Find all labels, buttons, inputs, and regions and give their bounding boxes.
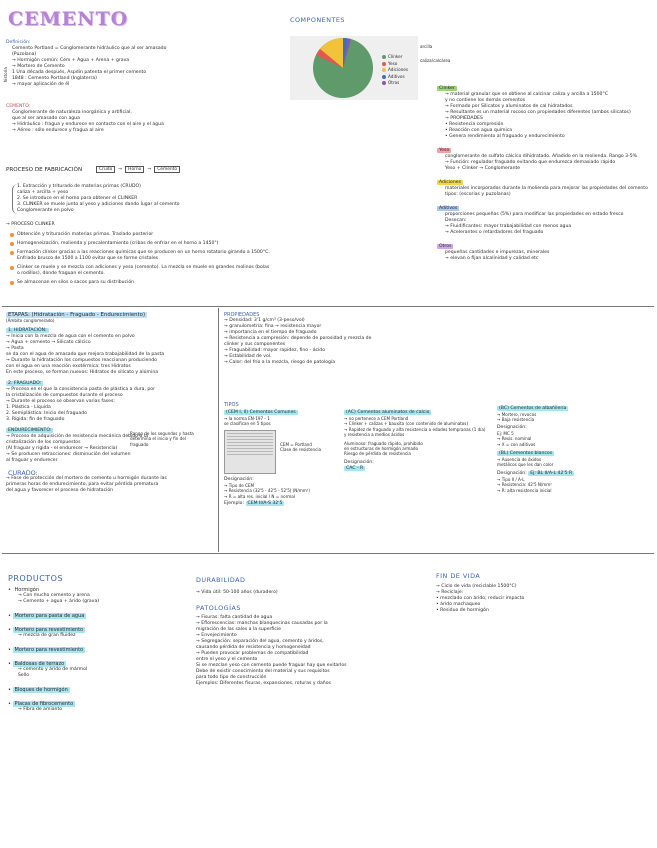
legend-label: Yeso bbox=[388, 60, 398, 66]
legend-label: Clínker bbox=[388, 54, 403, 59]
text-line: Debe de existir conocimiento del material y sus requisitos bbox=[196, 669, 330, 674]
componente-line: Yeso + Clínker → Conglomerante bbox=[445, 166, 521, 171]
componente-head: Yeso bbox=[439, 148, 450, 153]
etapa-line: 2. Semiplástica: Inicio del fraguado bbox=[6, 411, 87, 417]
text-line: → Rapidez de fraguado y alta resistencia a edades tempranas (1 día) bbox=[344, 426, 486, 432]
tipos-col3b-head: (BL) Cementos blancos bbox=[499, 451, 553, 457]
tipos-title: TIPOS bbox=[224, 402, 239, 408]
componente-line: → Formado por Silicatos y aluminatos de cal hidratados bbox=[445, 104, 573, 109]
etapa-line: la cristalización de compuestos durante el proceso bbox=[6, 393, 123, 399]
caliza-label: caliza/calcárea bbox=[420, 58, 451, 63]
text-line: → Envejecimiento bbox=[196, 633, 237, 638]
componente-head: Aditivos bbox=[439, 206, 458, 211]
cemento-label: CEMENTO: bbox=[6, 104, 31, 109]
producto-head: Mortero para pasta de agua bbox=[14, 613, 85, 619]
text-line: → Resis. nominal bbox=[497, 436, 532, 442]
text-line: → Clinker + calizas + bauxita (con contenido de aluminatos) bbox=[344, 421, 469, 427]
componente-line: • Genera rendimiento al fraguado y endurecimiento bbox=[445, 134, 565, 139]
clinker-step-text: Clinker se muele y se mezcla con adiciones y yeso (cemento). La mezcla se muele en grandes molinos (bolas o rodillos), donde fraguan el cemento. bbox=[17, 265, 270, 276]
text-line: se clasifican en 5 tipos bbox=[224, 421, 271, 427]
etapa-line: → Durante la hidratación los compuestos reaccionan produciendo bbox=[6, 358, 157, 364]
productos-title: PRODUCTOS bbox=[8, 574, 64, 583]
tipos-col3-desig-label: Designación: bbox=[497, 424, 527, 430]
producto-head: Hormigón bbox=[14, 587, 39, 593]
componente-line: → PROPIEDADES bbox=[445, 116, 483, 121]
fin-vida-title: FIN DE VIDA bbox=[436, 572, 481, 580]
etapa-line: 3. Rígida: fin de fraguado bbox=[6, 417, 65, 423]
producto-line: → Cemento + agua + árido (grava) bbox=[18, 599, 100, 604]
text-line: Aluminoso: fraguado rápido, prohibido bbox=[344, 440, 423, 446]
text-line: → Resistencia a compresión: depende de porosidad y mezcla de bbox=[224, 336, 372, 341]
text-line: 1 Una década después, Aspdin patenta el primer cemento bbox=[12, 70, 147, 75]
etapa-line: → Agua + cemento → Silicato cálcico bbox=[6, 340, 91, 346]
componente-note bbox=[437, 86, 652, 140]
text-line: → Tipo de CEM bbox=[224, 482, 255, 488]
text-line: que al ser amasado con agua bbox=[12, 116, 80, 121]
text-line: → Aéreo : sólo endurece y fragua al aire bbox=[12, 128, 104, 133]
producto-head: Baldosas de terrazo bbox=[14, 661, 65, 667]
clinker-step-text: Se almacenan en silos o sacos para su distribución bbox=[17, 280, 135, 285]
text-line: Ejemplos: Diferentes fisuras, expansiones, roturas y daños bbox=[196, 681, 331, 686]
tipos-col1-desig-label: Designación: bbox=[224, 476, 254, 482]
componente-head: Adiciones bbox=[439, 180, 461, 185]
legend-swatch bbox=[382, 81, 386, 85]
producto-head: Bloques de hormigón bbox=[14, 687, 68, 693]
cemento-definition bbox=[6, 104, 246, 134]
componentes-chart bbox=[290, 36, 418, 100]
producto-line: Sello bbox=[18, 673, 30, 678]
etapa-line: 1. Plástica - Líquida bbox=[6, 405, 51, 411]
text-line: → Resistencia (32'5 - 42'5 - 52'5) (N/mm²) bbox=[224, 488, 310, 494]
componente-line: tipos: (escorias y puzolanas) bbox=[445, 192, 511, 197]
definicion-label: Definición: bbox=[6, 40, 31, 45]
divider-bottom bbox=[2, 553, 654, 554]
etapa-head: 1. HIDRATACIÓN: bbox=[8, 328, 47, 334]
componente-line: Desecan: bbox=[445, 218, 467, 223]
text-line: Conglomerante de naturaleza inorgánica y artificial, bbox=[12, 110, 132, 115]
tipos-col2-head: (AC) Cementos aluminatos de calcio bbox=[346, 410, 430, 415]
etapa-line: se da con el agua de amasado que mejora trabajabilidad de la pasta bbox=[6, 352, 165, 358]
step-bullet-icon bbox=[10, 233, 14, 237]
componente-line: → Fluidificantes: mayor trabajabilidad con menos agua bbox=[445, 224, 572, 229]
tipos-col1 bbox=[224, 410, 340, 507]
legend-label: Adiciones bbox=[388, 67, 409, 72]
text-line: para todo tipo de construcción bbox=[196, 675, 267, 680]
componente-head: Clínker bbox=[439, 86, 455, 91]
legend-swatch bbox=[382, 62, 386, 66]
propiedades-title: PROPIEDADES bbox=[224, 312, 260, 318]
producto-item: • Mortero para revestimiento bbox=[8, 647, 84, 653]
clinker-step bbox=[10, 265, 280, 277]
flow-cemento: Cemento bbox=[154, 166, 180, 173]
proceso-steps bbox=[12, 184, 257, 214]
text-line: 1848 : Cemento Portland (Inglaterra) bbox=[12, 76, 97, 81]
text-line: • mezclado con árido; reducir impacto bbox=[436, 596, 525, 601]
proceso-section bbox=[6, 166, 286, 173]
text-line: metálicos que les dan color bbox=[497, 462, 554, 468]
producto-head: Mortero para revestimiento bbox=[14, 627, 84, 633]
producto-item: • Mortero para pasta de agua bbox=[8, 613, 85, 619]
componente-line: → Resultante es un material rocoso con propiedades diferentes (ambos silicatos) bbox=[445, 110, 631, 115]
componente-line: proporciones pequeñas (5%) para modificar las propiedades en estado fresco bbox=[445, 212, 624, 217]
fraguado-note bbox=[130, 431, 194, 447]
legend-label: Otros bbox=[388, 80, 400, 85]
etapa-block bbox=[6, 381, 212, 423]
tipos-col2-desig: CAC - R bbox=[346, 465, 364, 471]
proceso-clinker-steps bbox=[10, 232, 280, 289]
etapa-line: con el agua en una reacción exotérmica: tres Hidratos bbox=[6, 364, 131, 370]
tipos-col1-example-label: Ejemplo: bbox=[224, 501, 245, 507]
text-line: → R = alta res. inicial / N = normal bbox=[224, 493, 295, 499]
step-bullet-icon bbox=[10, 266, 14, 270]
legend-swatch bbox=[382, 75, 386, 79]
componente-line: conglomerante de sulfato cálcico dihidratado. Añadido en la molienda. Rango 3-5% bbox=[445, 154, 638, 159]
etapa-line: → Proceso en el que la consistencia pasta de plástica a dura, por bbox=[6, 387, 155, 393]
etapa-line: → Pasta bbox=[6, 346, 24, 352]
flow-arrow: → bbox=[147, 166, 152, 172]
proceso-flow bbox=[96, 166, 180, 173]
divider-vertical bbox=[218, 308, 219, 552]
legend-label: Aditivos bbox=[388, 73, 405, 79]
etapa-head: CURADO: bbox=[8, 469, 38, 478]
text-line: • árido machaqueo bbox=[436, 602, 481, 607]
tipos-col3-desig2: Ej: BL II/A-L 42'5 R bbox=[530, 470, 573, 476]
componente-line: → Función: regulador fraguado evitando que endurezca demasiado rápido bbox=[445, 160, 616, 165]
text-line: → Resistencia: 42'5 N/mm² bbox=[497, 482, 552, 488]
etapa-block bbox=[6, 328, 212, 376]
producto-item: • Hormigón → Con mucho cemento y arena → Cemento + agua + árido (grava) bbox=[8, 587, 188, 605]
text-line: clinker y sus componentes bbox=[224, 342, 286, 347]
text-line: → Ausencia de óxidos bbox=[497, 457, 542, 463]
componente-line: → elevan o fijan alcalinidad y calidad etc bbox=[445, 256, 539, 261]
componente-note bbox=[437, 244, 652, 262]
text-line: entre el yeso y el cemento bbox=[196, 657, 258, 662]
durabilidad-title: DURABILIDAD bbox=[196, 576, 246, 584]
tipos-col2 bbox=[344, 410, 494, 472]
tipos-col3-head: (BC) Cementos de albañilería bbox=[499, 406, 567, 411]
componente-line: pequeñas cantidades e impurezas, minerales bbox=[445, 250, 550, 255]
etapa-line: → Fase de protección del mortero de cemento u hormigón durante las bbox=[6, 476, 167, 482]
componente-line: → Acelerantes o retardadores del fraguado bbox=[445, 230, 544, 235]
propiedades-section bbox=[224, 312, 424, 366]
text-line: causando pérdida de resistencia y homogeneidad bbox=[196, 645, 311, 650]
componentes-pie bbox=[312, 37, 374, 99]
text-line: → Hormigón común: Cem + Agua + Arena + grava bbox=[12, 58, 130, 63]
text-line: Cemento Portland = Conglomerante hidráulico que al ser amasado bbox=[12, 46, 167, 51]
producto-item: • Placas de fibrocemento → Fibra de amianto bbox=[8, 701, 188, 713]
etapas-section bbox=[6, 312, 212, 494]
text-line: → Estabilidad de vol. bbox=[224, 354, 272, 359]
text-line: → no pertenece a CEM Portland bbox=[344, 416, 409, 421]
text-line: Conglomerante en polvo bbox=[17, 208, 74, 213]
text-line: → Reciclaje: bbox=[436, 590, 464, 595]
text-line: Riesgo de pérdida de resistencia bbox=[344, 451, 411, 457]
text-line: 3. CLINKER se muele junto al yeso y adiciones dando lugar al cemento bbox=[17, 202, 180, 207]
producto-line: → Fibra de amianto bbox=[18, 707, 63, 712]
text-line: → Segregación: separación del agua, cemento y áridos, bbox=[196, 639, 324, 644]
etapa-line: → Inicia con la mezcla de agua con el cemento en polvo bbox=[6, 334, 135, 340]
producto-line: → cemento y árido de mármol bbox=[18, 667, 88, 672]
etapas-title: ETAPAS: (Hidratación - Fraguado - Endurecimiento) bbox=[8, 312, 146, 318]
clinker-step-text: Formación clínker gracias a las reacciones químicas que se producen en un horno rotatorio girando a 1500°C. Enfriado brusco de 1500 a 1100 evitar que se forme cristales bbox=[17, 250, 270, 261]
page-title: CEMENTO bbox=[8, 8, 129, 30]
etapa-head: ENDURECIMIENTO: bbox=[8, 428, 52, 434]
text-line: → Densidad: 3'1 g/cm³ (3-peso/vol) bbox=[224, 318, 305, 323]
durabilidad-line: → Vida útil: 50-100 años (duradero) bbox=[196, 590, 278, 595]
flow-horno: Horno bbox=[125, 166, 144, 173]
patologias-title: PATOLOGÍAS bbox=[196, 604, 241, 612]
etapa-line: → Proceso de adquisición de resistencia mecánica debido a la bbox=[6, 434, 148, 440]
etapa-line: → Se producen retracciones: disminución del volumen bbox=[6, 452, 131, 458]
step-bullet-icon bbox=[10, 242, 14, 246]
text-line: 1. Extracción y triturado de materias primas (CRUDO) bbox=[17, 184, 141, 189]
durabilidad-section bbox=[196, 576, 426, 687]
etapa-line: En este proceso, se forman nuevos: Hidratos de silicato y alúmina bbox=[6, 370, 159, 376]
componente-note bbox=[437, 206, 652, 236]
text-line: Clase de resistencia bbox=[280, 447, 322, 453]
divider-top bbox=[2, 306, 654, 307]
text-line: → importancia en el tiempo de fraguado bbox=[224, 330, 317, 335]
flow-crudo: Crudo bbox=[96, 166, 115, 173]
text-line: fraguado bbox=[130, 441, 149, 447]
text-line: Rango de los segundos y hasta bbox=[130, 431, 194, 436]
text-line: determina el inicio y fin del bbox=[130, 436, 186, 442]
proceso-clinker-title: → PROCESO CLINKER bbox=[6, 222, 55, 227]
text-line: → Hidráulico : fragua y endurece en contacto con el aire y el agua bbox=[12, 122, 164, 127]
clinker-step-text: Homogeneización, molienda y precalentamiento (cribas de enfriar en el horno a 1450°) bbox=[17, 241, 219, 246]
producto-head: Mortero para revestimiento bbox=[14, 647, 84, 653]
componentes-notes bbox=[437, 86, 652, 270]
productos-section bbox=[8, 574, 188, 721]
componente-line: • Reacción con agua química bbox=[445, 128, 513, 133]
producto-item: • Baldosas de terrazo → cemento y árido de mármol Sello bbox=[8, 661, 188, 679]
fin-vida-section bbox=[436, 572, 636, 614]
tipos-col1-example: CEM II/A-S 32'5 bbox=[247, 501, 283, 507]
clinker-step bbox=[10, 250, 280, 262]
proceso-title: PROCESO DE FABRICACIÓN bbox=[6, 166, 83, 173]
step-bullet-icon bbox=[10, 251, 14, 255]
legend-swatch bbox=[382, 68, 386, 72]
text-line: • Residuo de hormigón bbox=[436, 608, 489, 613]
etapas-sub: (Ámbito conglomerado) bbox=[6, 318, 55, 323]
text-line: migración de las sales a la superficie bbox=[196, 627, 281, 632]
text-line: 2. Se introduce en el horno para obtener el CLINKER bbox=[17, 196, 138, 201]
componente-note bbox=[437, 148, 652, 172]
producto-item: • Bloques de hormigón bbox=[8, 687, 68, 693]
producto-line: → mezcla de gran fluidez bbox=[18, 633, 76, 638]
etapa-line: del agua y favorecer el proceso de hidratación bbox=[6, 488, 114, 494]
tipos-col2-desig-label: Designación: bbox=[344, 459, 374, 465]
text-line: → Calor: del frío a la mezcla, riesgo de patología bbox=[224, 360, 336, 365]
etapa-line: al fraguar y endurecer bbox=[6, 458, 58, 464]
text-line: → X = con aditivos bbox=[497, 441, 536, 447]
clinker-step bbox=[10, 241, 280, 247]
historia-label: historia bbox=[2, 67, 8, 83]
text-line: → Baja resistencia bbox=[497, 417, 535, 423]
text-line: → Eflorescencias: manchas blanquecinas causadas por la bbox=[196, 621, 328, 626]
componente-head: Otros bbox=[439, 244, 452, 249]
clinker-step bbox=[10, 280, 280, 286]
text-line: → Fisuras: falta cantidad de agua bbox=[196, 615, 273, 620]
text-line: → Ciclo de vida (reciclable 1500°C) bbox=[436, 584, 517, 589]
tipos-col1-head: (CEM I, II) Cementos Comunes bbox=[226, 410, 296, 415]
text-line: → Mortero, revocos bbox=[497, 412, 537, 417]
text-line: → R: alta resistencia inicial bbox=[497, 487, 552, 493]
text-line: → la norma EN-197 - 1 bbox=[224, 416, 270, 421]
etapa-head: 2. FRAGUADO: bbox=[8, 381, 42, 387]
definicion-section bbox=[6, 40, 246, 88]
tipos-col3 bbox=[497, 406, 653, 493]
text-line: Ej: MC 5 bbox=[497, 430, 514, 436]
etapa-block bbox=[6, 470, 212, 494]
producto-head: Placas de fibrocemento bbox=[14, 701, 74, 707]
step-bullet-icon bbox=[10, 281, 14, 285]
producto-item: • Mortero para revestimiento → mezcla de gran fluidez bbox=[8, 627, 188, 639]
legend-swatch bbox=[382, 55, 386, 59]
clinker-step bbox=[10, 232, 280, 238]
cement-table-image bbox=[224, 430, 276, 474]
text-line: → granulometría: fina → resistencia mayor bbox=[224, 324, 322, 329]
componente-line: • Resistencia compresión bbox=[445, 122, 504, 127]
producto-line: → Con mucho cemento y arena bbox=[18, 593, 90, 598]
tipos-col3-desig2-label: Designación: bbox=[497, 470, 527, 476]
text-line: → Pueden provocar problemas de compatibilidad bbox=[196, 651, 309, 656]
clinker-step-text: Obtención y trituración materias primas. Traslado posterior bbox=[17, 232, 154, 237]
componente-line: y no contiene los demás cementos bbox=[445, 98, 526, 103]
etapa-line: → Durante el proceso se observan varias fases: bbox=[6, 399, 115, 405]
text-line: → Mortero de Cemento bbox=[12, 64, 65, 69]
text-line: → mayor aplicación de él bbox=[12, 82, 70, 87]
text-line: → Tipo II / A-L bbox=[497, 476, 525, 482]
componentes-title: COMPONENTES bbox=[290, 16, 345, 24]
etapa-line: cristalización de los compuestos bbox=[6, 440, 81, 446]
componente-line: → material granular que se obtiene al calcinar caliza y arcilla a 1500°C bbox=[445, 92, 608, 97]
componente-line: materiales incorporados durante la molienda para mejorar las propiedades del cemento bbox=[445, 186, 648, 191]
text-line: CEM = Portland bbox=[280, 441, 312, 447]
componente-note bbox=[437, 180, 652, 198]
text-line: y resistencia a medios ácidos bbox=[344, 432, 405, 438]
legend-item bbox=[382, 80, 408, 87]
etapa-line: primeras horas de endurecimiento, para evitar pérdida prematura bbox=[6, 482, 159, 488]
arcilla-label: arcilla bbox=[420, 44, 433, 49]
text-line: → Fraguabilidad: mayor rapidez, fino - ácido bbox=[224, 348, 326, 353]
text-line: Si se mezclan yeso con cemento puede fraguar hay que evitarlos bbox=[196, 663, 347, 668]
etapa-line: (Al fraguar y rígida - el endurecer → Resistencia) bbox=[6, 446, 118, 452]
flow-arrow: → bbox=[118, 166, 123, 172]
text-line: caliza + arcilla + yeso bbox=[17, 190, 69, 195]
text-line: (Puzolana) bbox=[12, 52, 37, 57]
text-line: en estructuras de hormigón armado bbox=[344, 446, 418, 452]
